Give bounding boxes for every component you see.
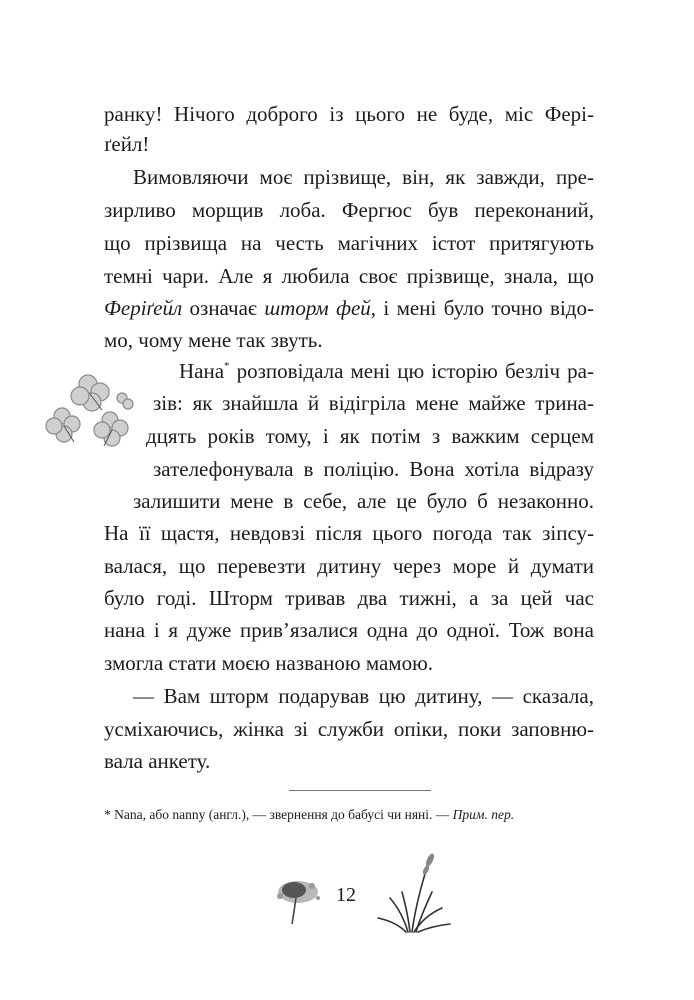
text-line: — Вам шторм подарував цю дитину, — сказала,	[133, 684, 594, 708]
text-line: було годі. Шторм тривав два тижні, а за цей час	[104, 586, 594, 610]
text-line: нана і я дуже прив’язалися одна до одної. Тож вона	[104, 618, 594, 642]
text-line: усміхаючись, жінка зі служби опіки, поки заповню-	[104, 717, 594, 741]
text-line: вала анкету.	[104, 749, 211, 773]
footnote-attribution: Прим. пер.	[452, 807, 515, 822]
text-line: що прізвища на честь магічних істот притягують	[104, 231, 594, 255]
text-fragment: розповідала мені цю історію безліч ра-	[229, 359, 594, 383]
footnote	[104, 806, 594, 824]
text-line: зирливо морщив лоба. Фергюс був переконаний,	[104, 198, 594, 222]
text-fragment: , і мені було точно відо-	[370, 296, 594, 320]
text-line: ранку! Нічого доброго із цього не буде, міс Фері-	[104, 102, 594, 126]
clover-icon	[44, 370, 134, 450]
dandelion-icon	[272, 876, 328, 926]
text-line: залишити мене в себе, але це було б незаконно.	[133, 489, 594, 513]
grass-icon	[372, 852, 452, 934]
text-line: темні чари. Але я любила своє прізвище, знала, що	[104, 264, 594, 288]
text-line: валася, що перевезти дитину через море й думати	[104, 554, 594, 578]
footnote-divider	[289, 790, 431, 791]
text-line: змогла стати моєю названою мамою.	[104, 651, 434, 675]
text-line: На її щастя, невдовзі після цього погода так зіпсу-	[104, 521, 594, 545]
text-line: Вимовляючи моє прізвище, він, як завжди, пре-	[133, 165, 594, 189]
text-line: дцять років тому, і як потім з важким серцем	[146, 424, 594, 448]
text-line: зів: як знайшла й відігріла мене майже трина-	[153, 391, 594, 415]
text-fragment: означає	[182, 296, 265, 320]
italic-name: Феріґейл	[104, 296, 183, 320]
page-number: 12	[336, 884, 356, 906]
footnote-mark: *	[104, 807, 111, 822]
text-line: зателефонувала в поліцію. Вона хотіла відразу	[153, 457, 594, 481]
text-line-with-italics	[104, 295, 594, 322]
text-line: мо, чому мене так звуть.	[104, 328, 323, 352]
footnote-text: Nana, або nanny (англ.), — звернення до бабусі чи няні. —	[110, 807, 453, 822]
text-line	[179, 358, 594, 385]
text-line: ґейл!	[104, 132, 150, 156]
italic-meaning: шторм фей	[264, 296, 371, 320]
footnote-mark: *	[224, 360, 230, 372]
text-fragment: Нана	[179, 359, 225, 383]
